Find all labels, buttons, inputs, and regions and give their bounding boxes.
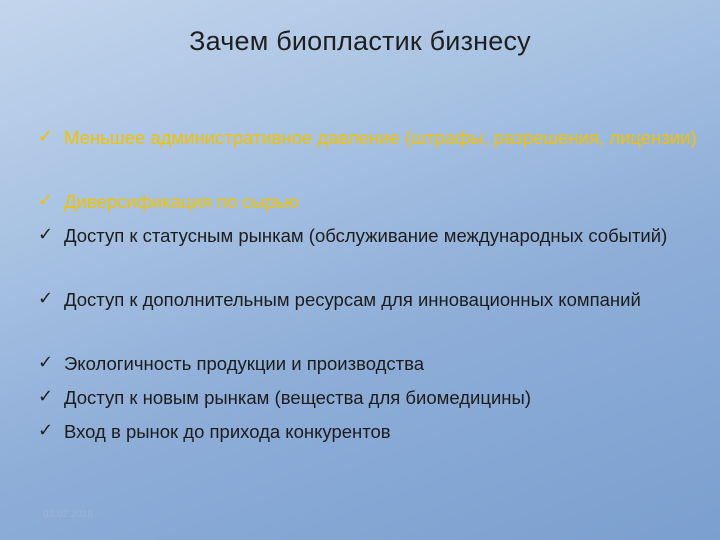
checkmark-icon: ✓ <box>38 190 54 211</box>
bullet-text: Вход в рынок до прихода конкурентов <box>64 421 391 442</box>
slide-title: Зачем биопластик бизнесу <box>189 26 531 56</box>
checkmark-icon: ✓ <box>38 126 54 147</box>
bullet-text: Меньшее административное давление (штрафы, разрешения, лицензии) <box>64 127 697 148</box>
bullet-text: Доступ к новым рынкам (вещества для биомедицины) <box>64 387 531 408</box>
bullet-text: Экологичность продукции и производства <box>64 353 425 374</box>
checkmark-icon: ✓ <box>38 386 54 407</box>
bullet-text: Доступ к статусным рынкам (обслуживание международных событий) <box>64 225 668 246</box>
checkmark-icon: ✓ <box>38 288 54 309</box>
checkmark-icon: ✓ <box>38 224 54 245</box>
bullet-text: Доступ к дополнительным ресурсам для инновационных компаний <box>64 289 641 310</box>
slide-date: 03.02.2018 <box>43 509 94 520</box>
checkmark-icon: ✓ <box>38 352 54 373</box>
checkmark-icon: ✓ <box>38 420 54 441</box>
bullet-text: Диверсификация по сырью <box>64 191 299 212</box>
